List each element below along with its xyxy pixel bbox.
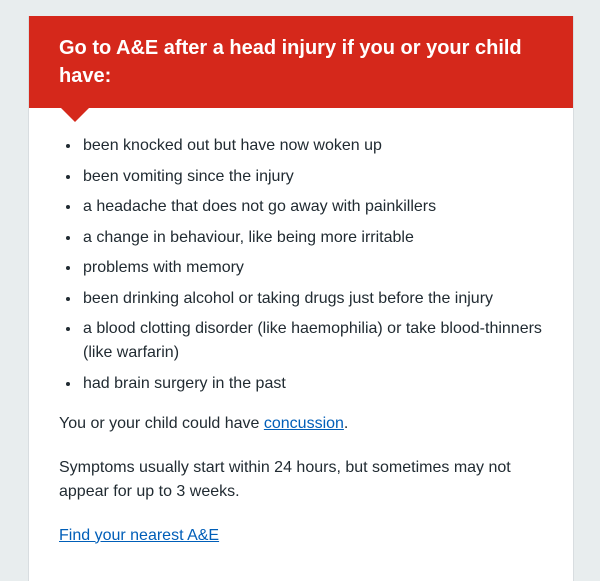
find-nearest-ae-link[interactable]: Find your nearest A&E	[59, 526, 220, 544]
card-body	[29, 108, 573, 548]
heading-pointer-arrow	[61, 108, 89, 122]
card-heading	[29, 16, 573, 108]
list-item: • a change in behaviour, like being more irritable	[81, 226, 543, 250]
list-item: • been drinking alcohol or taking drugs just before the injury	[81, 287, 543, 311]
concussion-paragraph	[59, 412, 543, 436]
list-item: • had brain surgery in the past	[81, 372, 543, 396]
urgent-care-card	[28, 16, 574, 581]
list-item: • a blood clotting disorder (like haemophilia) or take blood-thinners (like warfarin)	[81, 317, 543, 365]
list-item: • been knocked out but have now woken up	[81, 134, 543, 158]
concussion-link[interactable]: concussion	[263, 414, 344, 432]
symptom-list	[59, 134, 543, 396]
list-item: • problems with memory	[81, 256, 543, 280]
concussion-text: You or your child could have	[59, 414, 264, 432]
concussion-period: .	[343, 414, 349, 432]
symptoms-note: Symptoms usually start within 24 hours, but sometimes may not appear for up to 3 weeks.	[59, 458, 511, 500]
card-heading-title: Go to A&E after a head injury if you or your child have:	[59, 37, 522, 87]
find-ae-paragraph	[59, 524, 543, 548]
list-item: • a headache that does not go away with painkillers	[81, 195, 543, 219]
list-item: • been vomiting since the injury	[81, 165, 543, 189]
